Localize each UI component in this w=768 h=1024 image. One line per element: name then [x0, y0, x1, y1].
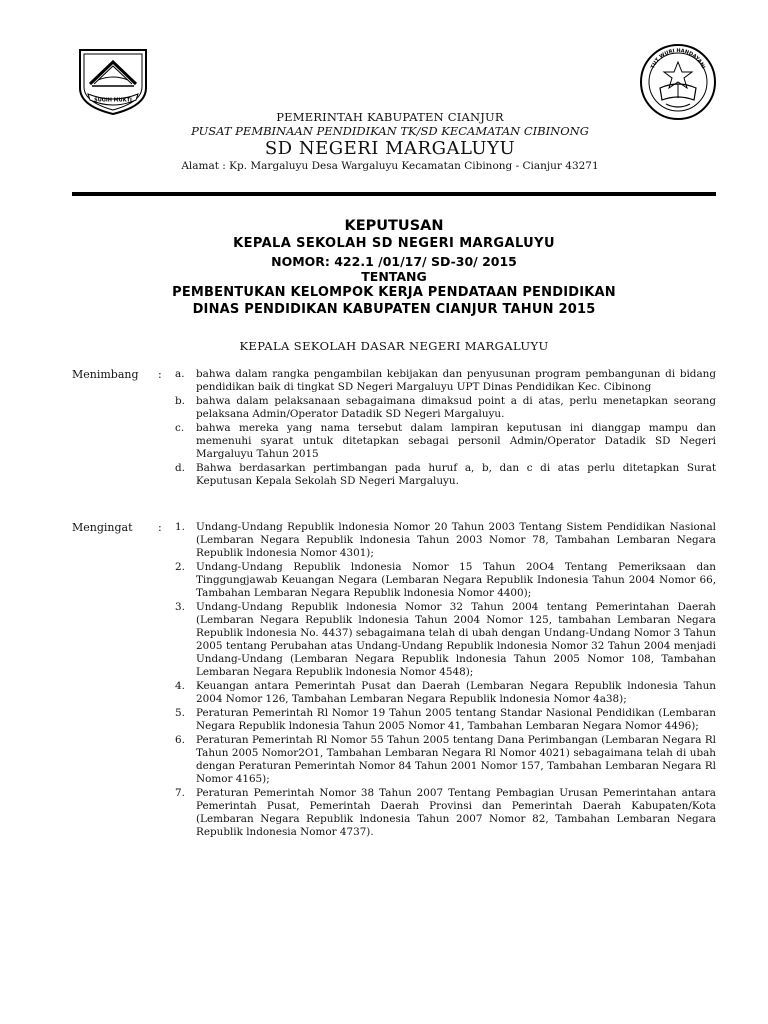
right-emblem-motto: TUT WURI HANDAYANI [649, 47, 707, 70]
school-name: SD NEGERI MARGALUYU [264, 138, 516, 159]
list-item [175, 561, 716, 600]
list-text: Peraturan Pemerintah Rl Nomor 55 Tahun 2005 tentang Dana Perimbangan (Lembaran Negara Rl Tahun 2005 Nomor2O1, Tambahan Lembaran Negara Rl Nomor 4021) sebagaimana telah di ubah dengan Peraturan Pemerintah Nomor 84 Tahun 2001 Nomor 157, Tambahan Lembaran Negara Rl Nomor 4165); [196, 734, 716, 785]
mengingat-colon: : [158, 521, 162, 534]
list-item [175, 521, 716, 560]
list-item [175, 601, 716, 679]
list-marker: 5. [175, 707, 185, 719]
list-text: Undang-Undang Republik lndonesia Nomor 15 Tahun 20O4 Tentang Pemeriksaan dan Tinggungjawab Keuangan Negara (Lembaran Negara Republik Indonesia Tahun 2004 Nomor 66, Tambahan Lembaran Negara Republik lndonesia Nomor 4400); [196, 561, 716, 599]
institution-name: PUSAT PEMBINAAN PENDIDIKAN TK/SD KECAMATAN CIBINONG [191, 124, 589, 138]
government-name: PEMERINTAH KABUPATEN CIANJUR [276, 110, 504, 124]
list-marker: c. [175, 422, 185, 434]
list-item [175, 707, 716, 733]
list-text: Peraturan Pemerintah Nomor 38 Tahun 2007 Tentang Pembagian Urusan Pemerintahan antara Pemerintah Pusat, Pemerintah Daerah Provinsi dan Pemerintah Daerah Kabupaten/Kota (Lembaran Negara Republik lndonesia Tahun 2007 Nomor 82, Tambahan Lembaran Negara Republik lndonesia Nomor 4737). [196, 787, 716, 838]
decree-subject-line-2: DINAS PENDIDIKAN KABUPATEN CIANJUR TAHUN 2015 [192, 302, 596, 317]
list-item [175, 462, 716, 488]
cianjur-emblem-icon [72, 44, 154, 116]
list-marker: b. [175, 395, 185, 407]
mengingat-list [175, 521, 716, 840]
list-text: Peraturan Pemerintah Rl Nomor 19 Tahun 2005 tentang Standar Nasional Pendidikan (Lembaran Negara Republik lndonesia Tahun 2005 Nomor 41, Tambahan Lembaran Negara Nomor 4496); [196, 707, 716, 732]
list-item [175, 734, 716, 786]
list-text: bahwa dalam rangka pengambilan kebijakan dan penyusunan program pembangunan di bidang pendidikan baik di tingkat SD Negeri Margaluyu UPT Dinas Pendidikan Kec. Cibinong [196, 368, 716, 393]
decree-issuer: KEPALA SEKOLAH SD NEGERI MARGALUYU [233, 236, 555, 251]
list-marker: 2. [175, 561, 185, 573]
list-text: Bahwa berdasarkan pertimbangan pada huruf a, b, dan c di atas perlu ditetapkan Surat Keputusan Kepala Sekolah SD Negeri Margaluyu. [196, 462, 716, 487]
decree-title: KEPUTUSAN [344, 218, 444, 234]
school-address: Alamat : Kp. Margaluyu Desa Wargaluyu Kecamatan Cibinong - Cianjur 43271 [181, 160, 599, 172]
list-item [175, 787, 716, 839]
list-marker: 7. [175, 787, 185, 799]
list-item [175, 395, 716, 421]
list-marker: 4. [175, 680, 185, 692]
list-text: bahwa mereka yang nama tersebut dalam lampiran keputusan ini dianggap mampu dan memenuhi syarat untuk ditetapkan sebagai personil Admin/Operator Datadik SD Negeri Margaluyu Tahun 2015 [196, 422, 716, 460]
list-item [175, 368, 716, 394]
left-emblem-motto: SUGIH MUKTI [94, 97, 132, 104]
decree-about: TENTANG [361, 269, 427, 284]
list-marker: d. [175, 462, 185, 474]
decree-subject-line-1: PEMBENTUKAN KELOMPOK KERJA PENDATAAN PENDIDIKAN [172, 285, 616, 300]
mengingat-label: Mengingat [72, 521, 133, 534]
letterhead-divider [72, 192, 716, 196]
menimbang-label: Menimbang [72, 368, 139, 381]
list-text: Undang-Undang Republik lndonesia Nomor 20 Tahun 2003 Tentang Sistem Pendidikan Nasional (Lembaran Negara Republik lndonesia Tahun 2003 Nomor 78, Tambahan Lembaran Negara Republik lndonesia Nomor 4301); [196, 521, 716, 559]
list-marker: 3. [175, 601, 185, 613]
list-marker: 1. [175, 521, 185, 533]
list-item [175, 680, 716, 706]
menimbang-colon: : [158, 368, 162, 381]
list-text: bahwa dalam pelaksanaan sebagaimana dimaksud point a di atas, perlu menetapkan seorang pelaksana Admin/Operator Datadik SD Negeri Margaluyu. [196, 395, 716, 420]
tut-wuri-handayani-emblem-icon [638, 42, 718, 122]
principal-heading: KEPALA SEKOLAH DASAR NEGERI MARGALUYU [239, 339, 549, 353]
list-text: Undang-Undang Republik lndonesia Nomor 32 Tahun 2004 tentang Pemerintahan Daerah (Lembaran Negara Republik lndonesia Tahun 2004 Nomor 125, tambahan Lembaran Negara Republik lndonesia No. 4437) sebagaimana telah di ubah dengan Undang-Undang Nomor 3 Tahun 2005 tentang Perubahan atas Undang-Undang Republik lndonesia Nomor 32 Tahun 2004 menjadi Undang-Undang (Lembaran Negara Republik lndonesia Tahun 2005 Nomor 108, Tambahan Lembaran Negara Republik lndonesia Nomor 4548); [196, 601, 716, 678]
list-marker: a. [175, 368, 185, 380]
menimbang-list [175, 368, 716, 489]
list-marker: 6. [175, 734, 185, 746]
list-text: Keuangan antara Pemerintah Pusat dan Daerah (Lembaran Negara Republik lndonesia Tahun 2004 Nomor 126, Tambahan Lembaran Negara Republik lndonesia Nomor 4a38); [196, 680, 716, 705]
decree-number: NOMOR: 422.1 /01/17/ SD-30/ 2015 [271, 254, 517, 269]
list-item [175, 422, 716, 461]
